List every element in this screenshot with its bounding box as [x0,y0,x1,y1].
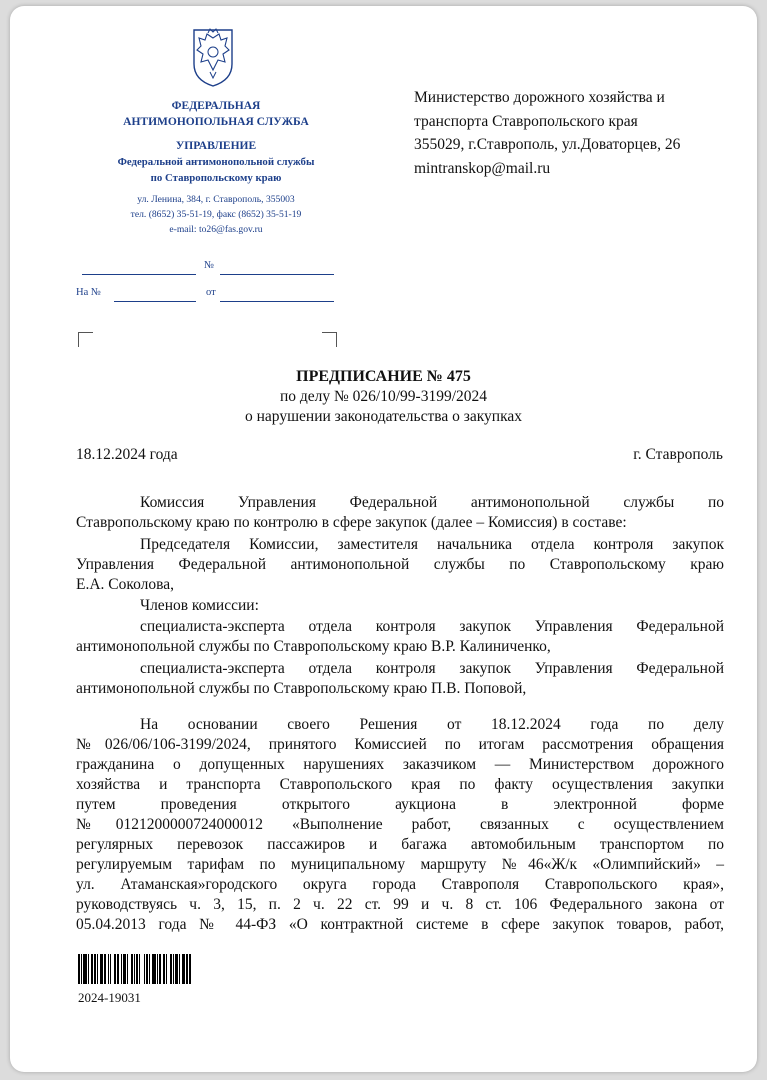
paragraph-line: антимонопольной службы по Ставропольскому краю П.В. Поповой, [76,680,527,697]
address-corner-right [322,332,337,347]
number-label: № [204,260,215,271]
paragraph-line: Членов комиссии: [140,597,259,614]
recipient-line2: транспорта Ставропольского края [414,112,638,130]
paragraph-line: Ставропольскому краю по контролю в сфере закупок (далее – Комиссия) в составе: [76,514,627,531]
barcode [78,954,192,984]
agency-name-line1: ФЕДЕРАЛЬНАЯ [171,100,261,112]
paragraph-line: Управления Федеральной антимонопольной службы по Ставропольскому краю [76,556,724,573]
outgoing-number-line [220,274,334,275]
recipient-block [414,86,744,180]
russian-coat-of-arms-icon [188,24,238,88]
document-page [10,6,757,1072]
paragraph-line: №026/06/106-3199/2024, принятого Комиссией по итогам рассмотрения обращения [76,736,724,753]
paragraph-line: №0121200000724000012 «Выполнение работ, связанных с осуществлением [76,816,724,833]
paragraph-line: регулируемым тарифам по муниципальному маршруту №46«Ж/к «Олимпийский» – [76,856,724,873]
paragraph-line: специалиста-эксперта отдела контроля закупок Управления Федеральной [140,660,724,677]
paragraph-line: ул. Атаманская»городского округа города Ставрополя Ставропольского края», [76,876,724,893]
paragraph-line: специалиста-эксперта отдела контроля закупок Управления Федеральной [140,618,724,635]
agency-phone: тел. (8652) 35-51-19, факс (8652) 35-51-19 [130,209,302,220]
document-date: 18.12.2024 года [76,446,178,463]
recipient-email: mintranskop@mail.ru [414,159,551,177]
barcode-number: 2024-19031 [78,990,141,1005]
paragraph-line: гражданина о допущенных нарушениях заказчиком — Министерством дорожного [76,756,724,773]
address-corner-left [78,332,93,347]
document-city: г. Ставрополь [633,446,723,463]
agency-name-line2: АНТИМОНОПОЛЬНАЯ СЛУЖБА [123,116,309,128]
recipient-line3: 355029, г.Ставрополь, ул.Доваторцев, 26 [414,136,681,153]
ref-date-line [220,301,334,302]
paragraph-line: хозяйства и транспорта Ставропольского края по факту осуществления закупки [76,776,724,793]
paragraph-line: регулярных перевозок пассажиров и багажа автомобильным транспортом по [76,836,724,853]
recipient-line1: Министерство дорожного хозяйства и [414,89,665,106]
document-title: ПРЕДПИСАНИЕ № 475 [296,368,471,385]
ref-number-label: На № [76,287,101,298]
title-block [10,367,757,427]
paragraph-line: путем проведения открытого аукциона в электронной форме [76,796,724,813]
agency-address: ул. Ленина, 384, г. Ставрополь, 355003 [137,194,295,205]
ref-from-label: от [206,287,216,298]
paragraph-line: руководствуясь ч. 3, 15, п. 2 ч. 22 ст. 99 и ч. 8 ст. 106 Федерального закона от [76,896,724,913]
barcode-bar [191,954,192,984]
document-subject: о нарушении законодательства о закупках [244,408,523,425]
ref-number-line [114,301,196,302]
paragraph-line: Комиссия Управления Федеральной антимонопольной службы по [140,494,724,511]
paragraph-line: На основании своего Решения от 18.12.2024 года по делу [140,716,724,733]
department-line2: Федеральной антимонопольной службы [117,156,315,168]
paragraph-line: Председателя Комиссии, заместителя начальника отдела контроля закупок [140,536,724,553]
paragraph-line: антимонопольной службы по Ставропольскому краю В.Р. Калиниченко, [76,638,551,655]
department-line3: по Ставропольскому краю [150,172,282,184]
outgoing-date-line [82,274,196,275]
paragraph-line: Е.А. Соколова, [76,576,175,593]
department-line1: УПРАВЛЕНИЕ [175,140,257,152]
paragraph-line: 05.04.2013 года № 44-ФЗ «О контрактной системе в сфере закупок товаров, работ, [76,916,724,933]
case-number: по делу № 026/10/99-3199/2024 [279,388,488,405]
agency-email: e-mail: to26@fas.gov.ru [169,224,263,235]
